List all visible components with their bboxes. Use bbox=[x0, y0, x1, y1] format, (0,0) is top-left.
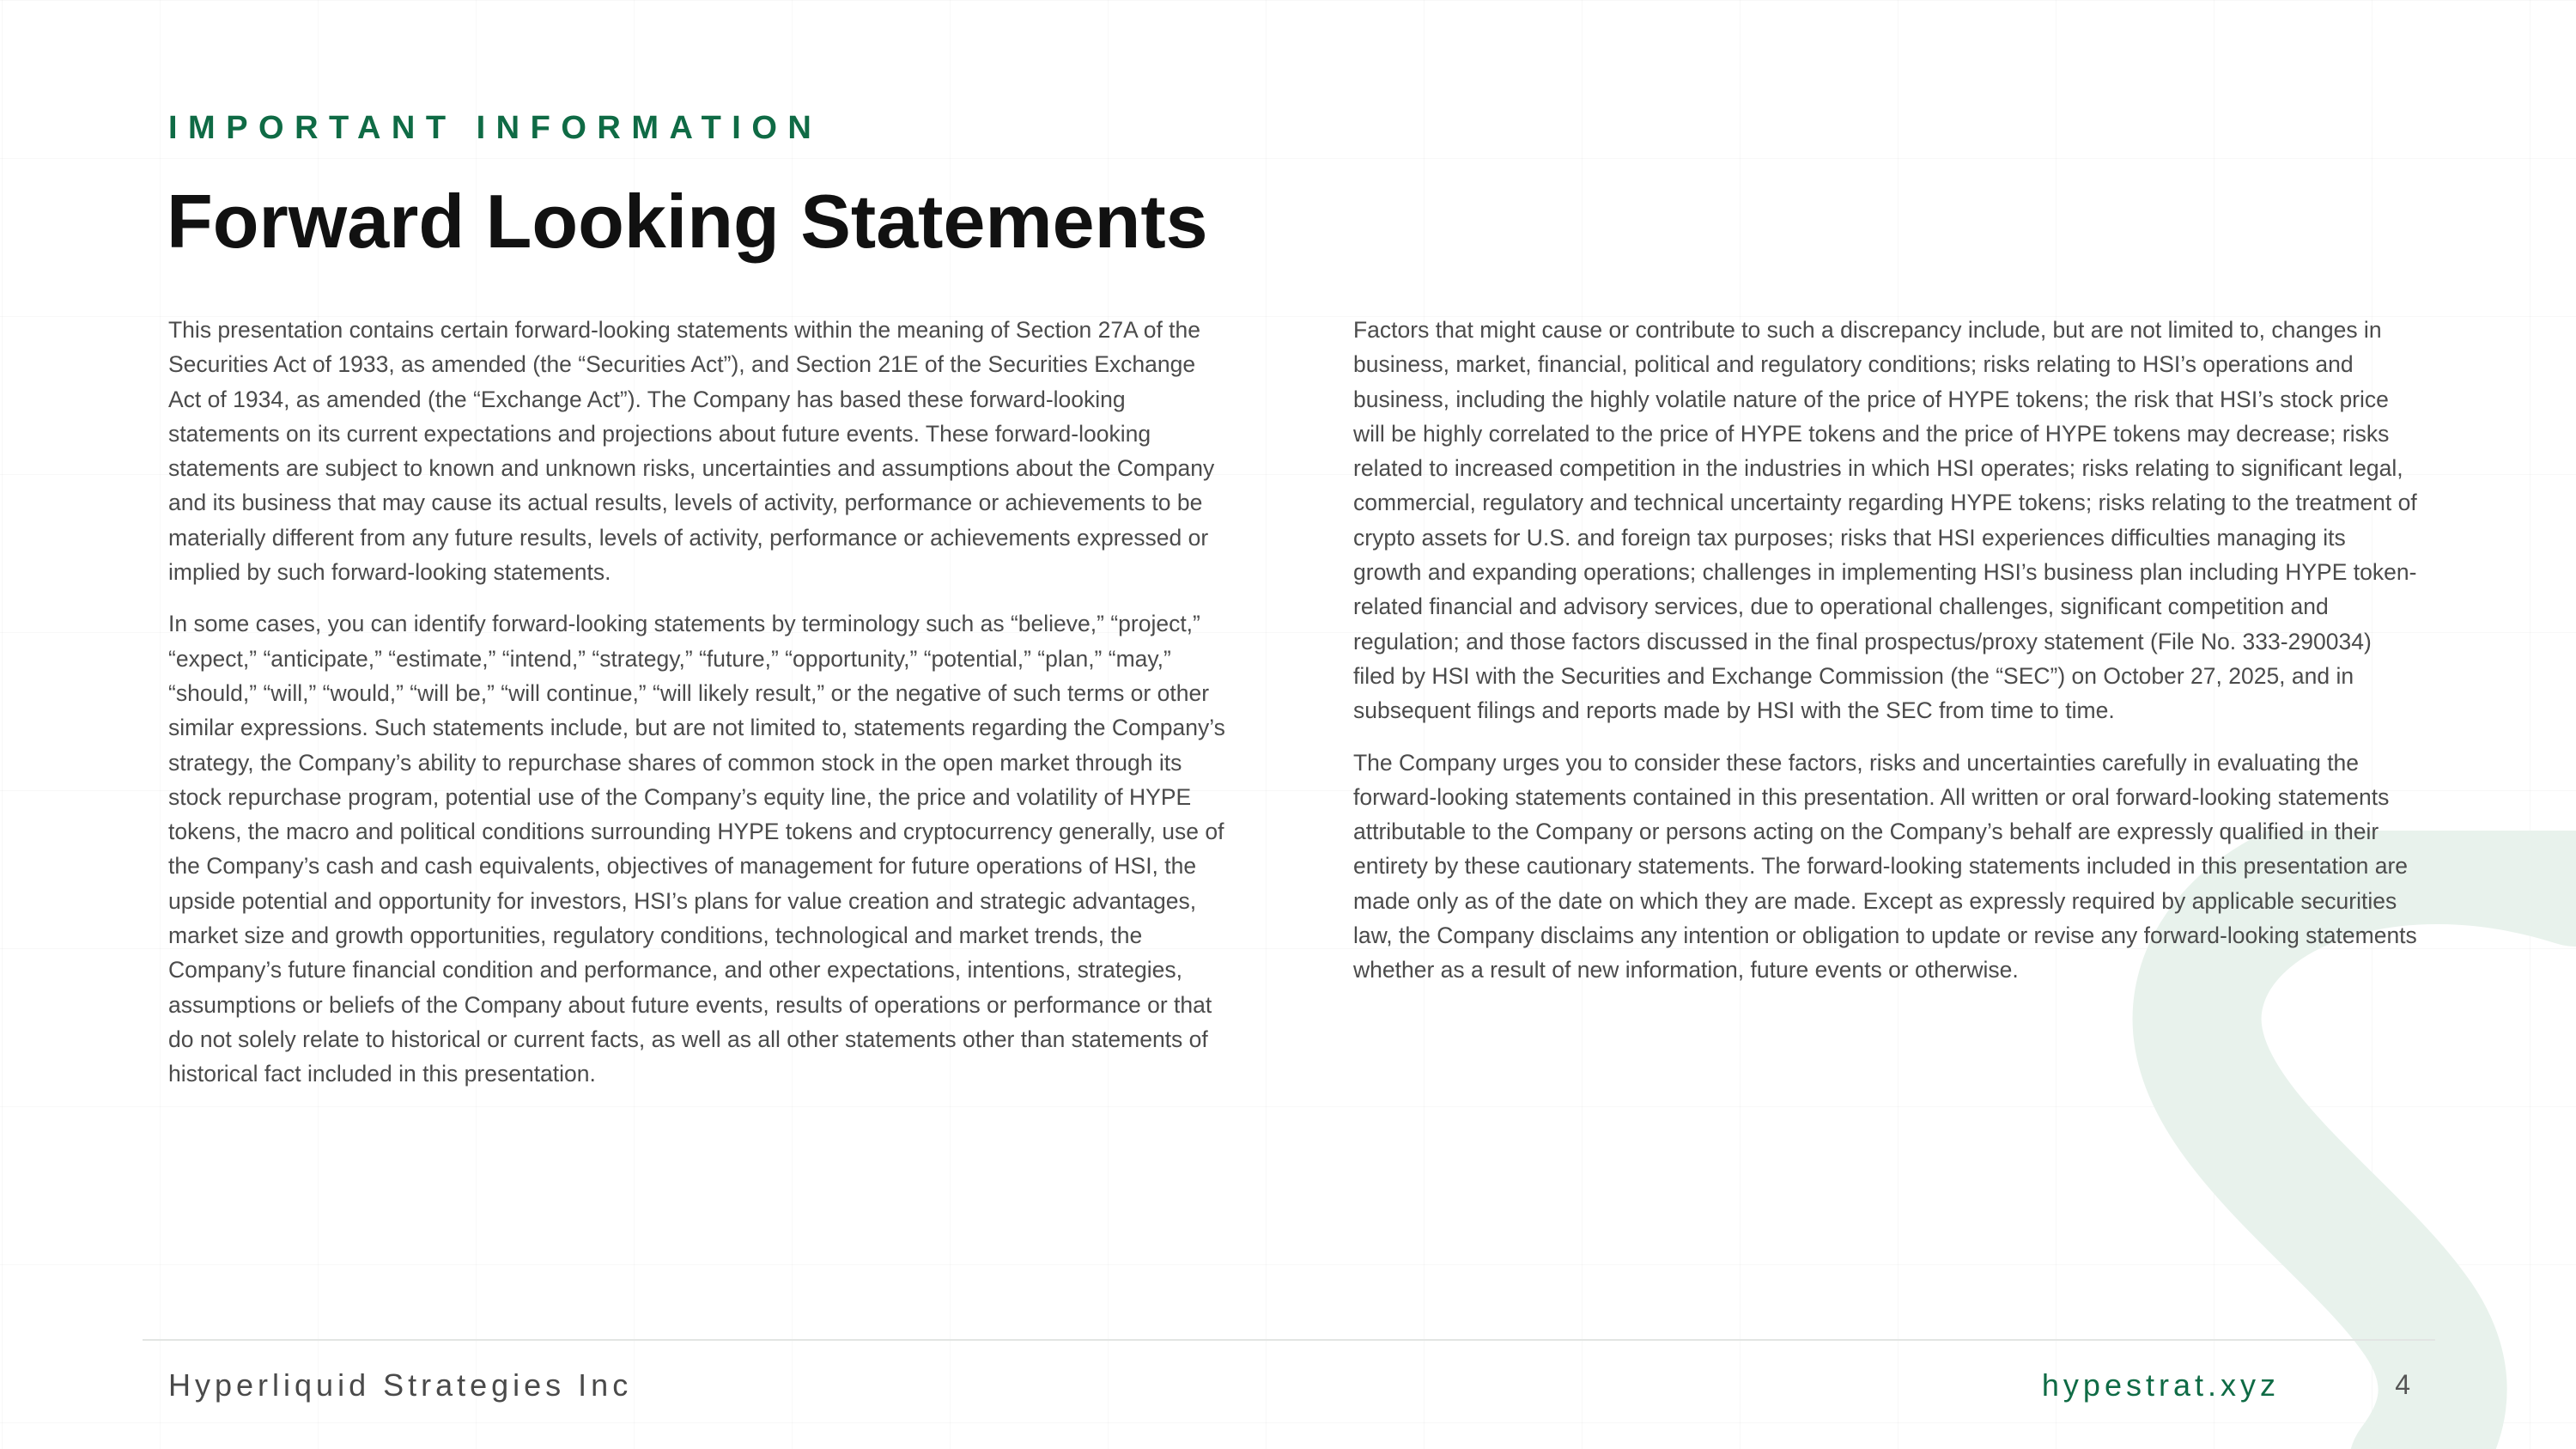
footer-website-link[interactable]: hypestrat.xyz bbox=[2041, 1367, 2280, 1403]
paragraph: The Company urges you to consider these factors, risks and uncertainties carefully in evaluating the forward-looking statements contained in this presentation. All written or oral forward-looking statements attributable to the Company or persons acting on the Company’s behalf are expressly qualified in their entirety by these cautionary statements. The forward-looking statements included in this presentation are made only as of the date on which they are made. Except as expressly required by applicable securities law, the Company disclaims any intention or obligation to update or revise any forward-looking statements whether as a result of new information, future events or otherwise. bbox=[1353, 749, 2417, 983]
page-number: 4 bbox=[2395, 1369, 2410, 1400]
footer-divider bbox=[143, 1339, 2435, 1341]
paragraph: Factors that might cause or contribute to such a discrepancy include, but are not limited to, changes in business, market, financial, political and regulatory conditions; risks relating to HSI’s operations and business, including the highly volatile nature of the price of HYPE tokens; the risk that HSI’s stock price will be highly correlated to the price of HYPE tokens and the price of HYPE tokens may decrease; risks related to increased competition in the industries in which HSI operates; risks relating to significant legal, commercial, regulatory and technical uncertainty regarding HYPE tokens; risks relating to the treatment of crypto assets for U.S. and foreign tax purposes; risks that HSI experiences difficulties managing its growth and expanding operations; challenges in implementing HSI’s business plan including HYPE token-related financial and advisory services, due to operational challenges, significant competition and regulation; and those factors discussed in the final prospectus/proxy statement (File No. 333-290034) filed by HSI with the Securities and Exchange Commission (the “SEC”) on October 27, 2025, and in subsequent filings and reports made by HSI with the SEC from time to time. bbox=[1353, 317, 2417, 724]
paragraph: In some cases, you can identify forward-looking statements by terminology such as “believe,” “project,” “expect,” “anticipate,” “estimate,” “intend,” “strategy,” “future,” “opportunity,” “potential,” “plan,” “may,” “should,” “will,” “would,” “will be,” “will continue,” “will likely result,” or the negative of such terms or other similar expressions. Such statements include, but are not limited to, statements regarding the Company’s strategy, the Company’s ability to repurchase shares of common stock in the open market through its stock repurchase program, potential use of the Company’s equity line, the price and volatility of HYPE tokens, the macro and political conditions surrounding HYPE tokens and cryptocurrency generally, use of the Company’s cash and cash equivalents, objectives of management for future operations of HSI, the upside potential and opportunity for investors, HSI’s plans for value creation and strategic advantages, market size and growth opportunities, regulatory conditions, technological and market trends, the Company’s future financial condition and performance, and other expectations, intentions, strategies, assumptions or beliefs of the Company about future events, results of operations or performance or that do not solely relate to historical or current facts, as well as all other statements other than statements of historical fact included in this presentation. bbox=[168, 611, 1225, 1087]
footer-company-name: Hyperliquid Strategies Inc bbox=[168, 1367, 633, 1403]
paragraph: This presentation contains certain forward-looking statements within the meaning of Section 27A of the Securities Act of 1933, as amended (the “Securities Act”), and Section 21E of the Securities Exchange Act of 1934, as amended (the “Exchange Act”). The Company has based these forward-looking statements on its current expectations and projections about future events. These forward-looking statements are subject to known and unknown risks, uncertainties and assumptions about the Company and its business that may cause its actual results, levels of activity, performance or achievements to be materially different from any future results, levels of activity, performance or achievements expressed or implied by such forward-looking statements. bbox=[168, 317, 1215, 586]
left-column bbox=[168, 313, 1233, 1109]
right-column bbox=[1353, 313, 2418, 1005]
page-title: Forward Looking Statements bbox=[167, 179, 1208, 264]
section-eyebrow: IMPORTANT INFORMATION bbox=[168, 110, 823, 146]
